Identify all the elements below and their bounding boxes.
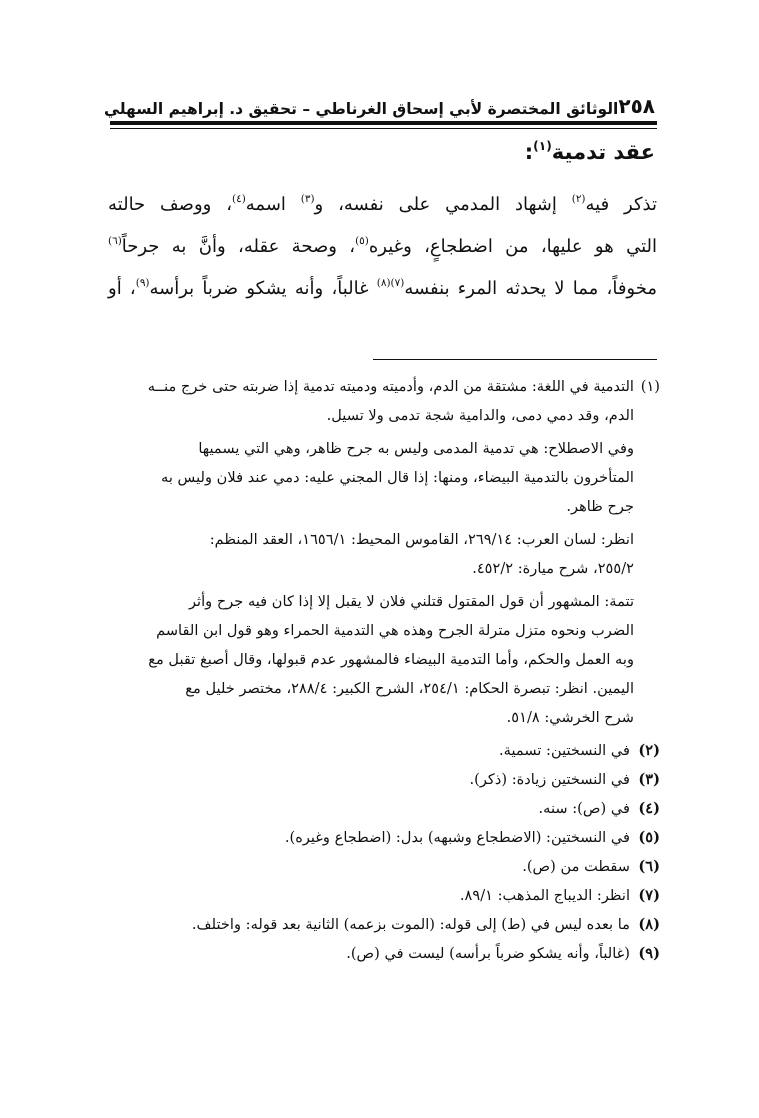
footnote-line: ٢٥٥/٢، شرح ميارة: ٤٥٢/٢.: [472, 560, 634, 577]
footnote-line: الدم، وقد دمي دمى، والدامية شجة تدمى ولا تسيل.: [326, 407, 634, 424]
footnote-3: [100, 765, 660, 794]
running-header: [104, 84, 655, 118]
footnote-separator: [373, 359, 657, 360]
footnote-number: (٢): [638, 742, 660, 759]
footnote-line: وفي الاصطلاح: هي تدمية المدمى وليس به جرح ظاهر، وهي التي يسميها: [198, 440, 634, 457]
footnote-text: (غالباً، وأنه يشكو ضرباً برأسه) ليست في (ص).: [346, 945, 630, 962]
footnote-text: في النسختين: (الاضطجاع وشبهه) بدل: (اضطجاع وغيره).: [284, 829, 630, 846]
footnote-ref[interactable]: (٩): [135, 277, 150, 290]
section-heading-colon: :: [524, 140, 534, 164]
body-text-segment: مخوفاً، مما لا يحدثه المرء بنفسه: [404, 278, 657, 299]
footnote-ref[interactable]: (٢): [571, 193, 586, 206]
footnote-4: [100, 794, 660, 823]
footnote-number: (٧): [638, 887, 660, 904]
footnote-number: (٦): [638, 858, 660, 875]
footnote-number: (٩): [638, 945, 660, 962]
footnote-1-sources: [100, 525, 660, 583]
footnote-2: [100, 736, 660, 765]
footnote-text: انظر: الديباج المذهب: ٨٩/١.: [459, 887, 630, 904]
footnote-ref[interactable]: (٦): [108, 235, 122, 248]
footnote-number: (١): [640, 378, 660, 395]
body-text-segment: ، أو: [108, 278, 136, 299]
footnote-line: جرح ظاهر.: [566, 498, 634, 515]
footnote-number: (٨): [638, 916, 660, 933]
body-line-3: [108, 268, 657, 310]
footnote-ref[interactable]: (٤): [232, 193, 246, 206]
footnote-line: الضرب ونحوه متزل مترلة الجرح وهذه هي التدمية الحمراء وهو قول ابن القاسم: [156, 622, 634, 639]
body-line-1: [108, 184, 657, 226]
footnote-1-terminology: [100, 434, 660, 521]
footnote-line: التدمية في اللغة: مشتقة من الدم، وأدميته ودميته تدمية إذا ضربته حتى خرج منــه: [147, 378, 634, 395]
section-heading: [525, 140, 655, 164]
footnote-line: المتأخرون بالتدمية البيضاء، ومنها: إذا قال المجني عليه: دمي عند فلان وليس به: [161, 469, 634, 486]
footnote-line: تتمة: المشهور أن قول المقتول قتلني فلان لا يقبل إلا إذا كان فيه جرح وأثر: [188, 593, 634, 610]
footnote-text: سقطت من (ص).: [522, 858, 630, 875]
header-rule-thin: [110, 128, 657, 129]
footnote-line: وبه العمل والحكم، وأما التدمية البيضاء فالمشهور عدم قبولها، وقال أصبغ تقبل مع: [148, 651, 634, 668]
footnote-5: [100, 823, 660, 852]
body-text-segment: إشهاد المدمي على نفسه، و: [314, 194, 572, 215]
section-heading-text: عقد تدمية: [551, 140, 655, 164]
footnote-text: ما بعده ليس في (ط) إلى قوله: (الموت بزعمه) الثانية بعد قوله: واختلف.: [191, 916, 630, 933]
body-line-2: [108, 226, 657, 268]
footnote-number: (٤): [638, 800, 660, 817]
body-text-segment: اسمه: [245, 194, 301, 215]
footnote-text: في النسختين زيادة: (ذكر).: [469, 771, 630, 788]
footnote-ref[interactable]: (٣): [300, 193, 315, 206]
footnote-1-supplement: [100, 587, 660, 732]
footnote-line: اليمين. انظر: تبصرة الحكام: ٢٥٤/١، الشرح الكبير: ٢٨٨/٤، مختصر خليل مع: [185, 680, 634, 697]
body-paragraph: [108, 184, 657, 310]
footnote-8: [100, 910, 660, 939]
footnote-6: [100, 852, 660, 881]
footnote-number: (٣): [638, 771, 660, 788]
body-text-segment: غالباً، وأنه يشكو ضرباً برأسه: [149, 278, 377, 299]
footnote-text: في (ص): سنه.: [538, 800, 630, 817]
running-title: الوثائق المختصرة لأبي إسحاق الغرناطي – تحقيق د. إبراهيم السهلي: [104, 100, 619, 118]
header-rule-thick: [110, 121, 657, 125]
body-text-segment: ، ووصف حالته: [108, 194, 233, 215]
page-number: ٢٥٨: [618, 94, 655, 118]
footnote-line: انظر: لسان العرب: ٢٦٩/١٤، القاموس المحيط: ١٦٥٦/١، العقد المنظم:: [209, 531, 634, 548]
footnote-ref[interactable]: (٥): [355, 235, 369, 248]
footnote-line: شرح الخرشي: ٥١/٨.: [506, 709, 634, 726]
body-text-segment: تذكر فيه: [585, 194, 658, 215]
footnote-ref[interactable]: (٧)(٨): [376, 277, 405, 290]
footnote-1: [100, 372, 660, 430]
footnote-9: [100, 939, 660, 968]
footnote-number: (٥): [638, 829, 660, 846]
body-text-segment: التي هو عليها، من اضطجاعٍ، وغيره: [368, 236, 657, 257]
footnote-text: في النسختين: تسمية.: [499, 742, 630, 759]
footnote-7: [100, 881, 660, 910]
body-text-segment: ، وصحة عقله، وأنَّ به جرحاً: [121, 236, 356, 257]
footnote-ref[interactable]: (١): [533, 138, 552, 153]
footnotes: [100, 372, 660, 968]
